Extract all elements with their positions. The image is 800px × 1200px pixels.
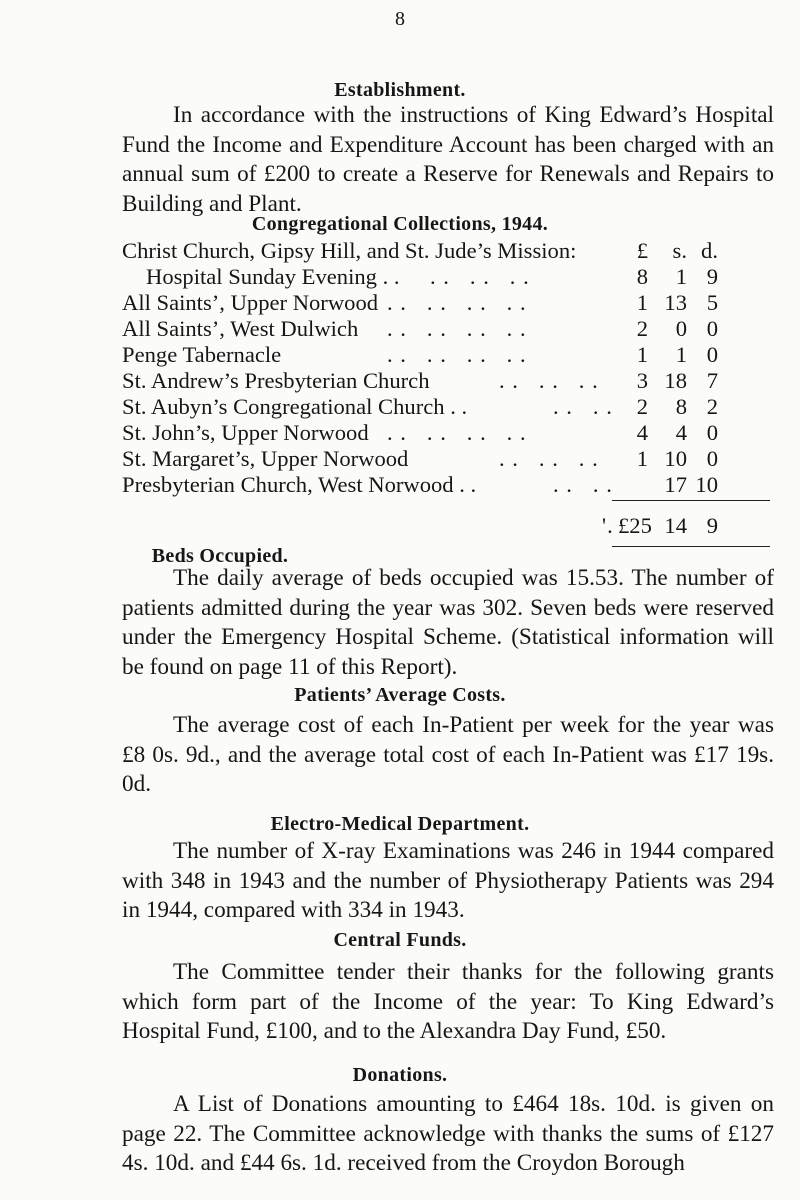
amount-shillings: 17 (664, 472, 687, 497)
collection-name: St. John’s, Upper Norwood (122, 420, 369, 445)
collection-name: St. Margaret’s, Upper Norwood (122, 446, 409, 471)
electro-heading: Electro-Medical Department. (270, 813, 530, 835)
collection-row (122, 368, 770, 394)
collection-name: Penge Tabernacle (122, 342, 282, 367)
amount-pounds: 1 (636, 446, 648, 471)
col-header-pence: d. (701, 238, 718, 263)
col-header-shillings: s. (672, 238, 687, 263)
collection-row (122, 446, 770, 472)
collection-row (122, 316, 770, 342)
amount-pounds: 4 (636, 420, 648, 445)
amount-pounds: 3 (636, 368, 648, 393)
amount-pence: 2 (706, 394, 718, 419)
beds-heading: Beds Occupied. (151, 545, 289, 567)
collections-first-line-text: Christ Church, Gipsy Hill, and St. Jude’s Mission: (122, 238, 577, 263)
electro-paragraph: The number of X-ray Examinations was 246 in 1944 compared with 348 in 1943 and the number of Physiotherapy Patients was 294 in 1944, compared with 334 in 1943. (122, 838, 774, 923)
amount-pence: 0 (706, 342, 718, 367)
establishment-paragraph: In accordance with the instructions of King Edward’s Hospital Fund the Income and Expenditure Account has been charged with an annual sum of £200 to create a Reserve for Renewals and Repairs to Building and Plant. (122, 102, 774, 217)
collections-heading: Congregational Collections, 1944. (251, 213, 549, 235)
establishment-heading: Establishment. (334, 79, 466, 101)
amount-shillings: 18 (664, 368, 687, 393)
amount-pence: 7 (706, 368, 718, 393)
total-pounds: £25 (618, 513, 652, 538)
leader-dots: . . . . (553, 472, 613, 497)
leader-dots: . . . . . . . . (387, 420, 527, 445)
beds-paragraph: The daily average of beds occupied was 15.53. The number of patients admitted during the year was 302. Seven beds were reserved under the Emergency Hospital Scheme. (Statistical information will be found on page 11 of this Report). (122, 565, 774, 680)
amount-shillings: 4 (675, 420, 687, 445)
amount-pounds: 1 (636, 290, 648, 315)
amount-shillings: 0 (675, 316, 687, 341)
costs-paragraph: The average cost of each In-Patient per week for the year was £8 0s. 9d., and the average total cost of each In-Patient was £17 19s. 0d. (122, 712, 774, 797)
collection-row (122, 420, 770, 446)
leader-dots: '. (602, 513, 614, 538)
collection-row (122, 264, 770, 290)
amount-shillings: 1 (675, 342, 687, 367)
leader-dots: . . . . . . (499, 368, 599, 393)
amount-pence: 0 (706, 316, 718, 341)
amount-shillings: 8 (675, 394, 687, 419)
collection-row (122, 290, 770, 316)
collection-row (122, 394, 770, 420)
total-pence: 9 (706, 513, 718, 538)
donations-paragraph: A List of Donations amounting to £464 18s. 10d. is given on page 22. The Committee acknowledge with thanks the sums of £127 4s. 10d. and £44 6s. 1d. received from the Croydon Borough (122, 1091, 774, 1176)
amount-pounds: 2 (636, 394, 648, 419)
amount-pence: 0 (706, 420, 718, 445)
collection-row (122, 472, 770, 498)
collections-total-row (122, 513, 770, 539)
collection-name: Hospital Sunday Evening . . (146, 264, 400, 289)
total-rule (612, 546, 770, 547)
central-heading: Central Funds. (333, 929, 467, 951)
amount-pounds: 2 (636, 316, 648, 341)
collection-name: St. Aubyn’s Congregational Church . . (122, 394, 468, 419)
amount-pence: 9 (706, 264, 718, 289)
amount-shillings: 10 (664, 446, 687, 471)
amount-pounds: 8 (636, 264, 648, 289)
leader-dots: . . . . . . . . (387, 342, 527, 367)
page-number: 8 (395, 8, 405, 30)
amount-pence: 10 (695, 472, 718, 497)
leader-dots: . . . . . . (499, 446, 599, 471)
total-shillings: 14 (664, 513, 687, 538)
central-paragraph: The Committee tender their thanks for the following grants which form part of the Income of the year: To King Edward’s Hospital Fund, £100, and to the Alexandra Day Fund, £50. (122, 959, 774, 1044)
leader-dots: . . . . (553, 394, 613, 419)
collection-name: All Saints’, West Dulwich (122, 316, 359, 341)
leader-dots: . . . . . . . . (387, 290, 527, 315)
leader-dots: . . . . . . (430, 264, 530, 289)
amount-pence: 5 (706, 290, 718, 315)
leader-dots: . . . . . . . . (387, 316, 527, 341)
col-header-pounds: £ (636, 238, 648, 263)
subtotal-rule (612, 500, 770, 501)
collection-row (122, 342, 770, 368)
costs-heading: Patients’ Average Costs. (294, 684, 506, 706)
amount-pence: 0 (706, 446, 718, 471)
collection-name: All Saints’, Upper Norwood (122, 290, 379, 315)
donations-heading: Donations. (352, 1064, 448, 1086)
collection-name: Presbyterian Church, West Norwood . . (122, 472, 477, 497)
amount-shillings: 1 (675, 264, 687, 289)
amount-shillings: 13 (664, 290, 687, 315)
collection-name: St. Andrew’s Presbyterian Church (122, 368, 430, 393)
collections-first-line (122, 238, 770, 264)
amount-pounds: 1 (636, 342, 648, 367)
